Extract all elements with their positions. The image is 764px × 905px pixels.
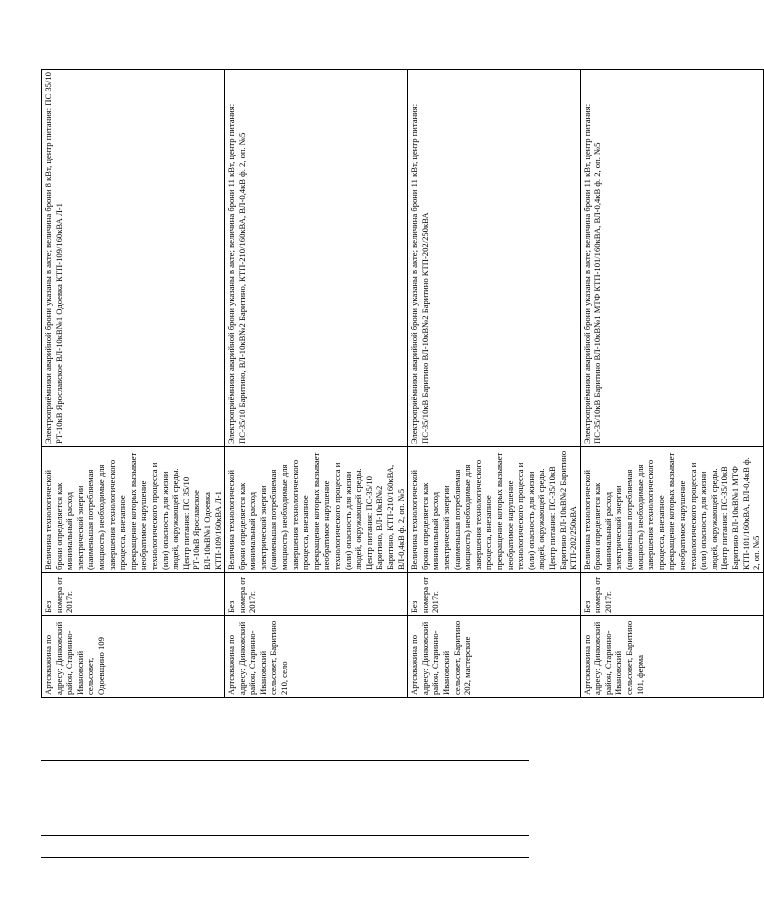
act-number-cell: Без номера от 2017г. bbox=[580, 573, 763, 616]
object-cell: Артскважина по адресу: Динковский район, Старинно-Ивановский сельсовет, Баритино 210, село bbox=[225, 616, 408, 698]
table-row bbox=[408, 70, 581, 698]
separator-line bbox=[41, 857, 529, 858]
separator-line bbox=[41, 760, 529, 761]
object-cell: Артскважина по адресу: Динковский район, Старинно-Ивановский сельсовет, Баритино 101, ферма bbox=[580, 616, 763, 698]
technological-reserve-cell: Величина технологической брони определяется как минимальный расход электрической энергии (наименьшая потребляемая мощность) необходимые для завершения технологического процесса, внезапное прекращение которых вызывает необратимое нарушение технологического процесса и (или) опасность для жизни людей, окружающей среды. Центр питания: ПС-35/10 Баритино, ВЛ-10кВ№2 Баритино, КТП-210/160кВА, ВЛ-0,4кВ ф. 2, оп. №5 bbox=[225, 447, 408, 573]
act-number-cell: Без номера от 2017г. bbox=[42, 573, 225, 616]
technological-reserve-cell: Величина технологической брони определяется как минимальный расход электрической энергии (наименьшая потребляемая мощность) необходимые для завершения технологического процесса, внезапное прекращение которых вызывает необратимое нарушение технологического процесса и (или) опасность для жизни людей, окружающей среды. Центр питания: ПС 35/10 РТ-10кВ Ярославское ВЛ-10кВ№1 Одоевка КТП-109/160кВА Л-1 bbox=[42, 447, 225, 573]
reservation-table bbox=[41, 69, 764, 698]
emergency-reserve-cell: Электроприёмники аварийной брони указаны в акте; величина брони 8 кВт, центр питания: ПС 35/10 РТ-10кВ Ярославское ВЛ-10кВ№1 Одоевка КТП-109/160кВА Л-1 bbox=[42, 70, 225, 447]
technological-reserve-cell: Величина технологической брони определяется как минимальный расход электрической энергии (наименьшая потребляемая мощность) необходимые для завершения технологического процесса, внезапное прекращение которых вызывает необратимое нарушение технологического процесса и (или) опасность для жизни людей, окружающей среды. Центр питания: ПС-35/10кВ Баритино ВЛ-10кВ№2 Баритино КТП-202/250кВА bbox=[408, 447, 581, 573]
rotated-table-container bbox=[41, 70, 762, 698]
emergency-reserve-cell: Электроприёмники аварийной брони указаны в акте; величина брони 11 кВт, центр питания: ПС-35/10кВ Баритино ВЛ-10кВ№2 Баритино КТП-202/250кВА bbox=[408, 70, 581, 447]
emergency-reserve-cell: Электроприёмники аварийной брони указаны в акте; величина брони 11 кВт, центр питания: ПС-35/10кВ Баритино ВЛ-10кВ№1 МТФ КТП-101/160кВА, ВЛ-0,4кВ ф. 2, оп. №5 bbox=[580, 70, 763, 447]
object-cell: Артскважина по адресу: Динковский район, Старинно-Ивановский сельсовет, Баритино 202, мастерские bbox=[408, 616, 581, 698]
act-number-cell: Без номера от 2017г. bbox=[225, 573, 408, 616]
table-row bbox=[580, 70, 763, 698]
emergency-reserve-cell: Электроприёмники аварийной брони указаны в акте; величина брони 11 кВт, центр питания: ПС-35/10 Баритино, ВЛ-10кВ№2 Баритино, КТП-210/160кВА, ВЛ-0,4кВ ф. 2, оп. №5 bbox=[225, 70, 408, 447]
separator-line bbox=[41, 835, 529, 836]
object-cell: Артскважина по адресу: Динковский район, Старинно-Ивановский сельсовет, Одоевщино 109 bbox=[42, 616, 225, 698]
technological-reserve-cell: Величина технологической брони определяется как минимальный расход электрической энергии (наименьшая потребляемая мощность) необходимые для завершения технологического процесса, внезапное прекращение которых вызывает необратимое нарушение технологического процесса и (или) опасность для жизни людей, окружающей среды. Центр питания: ПС-35/10кВ Баритино ВЛ-10кВ№1 МТФ КТП-101/160кВА, ВЛ-0,4кВ ф. 2, оп. №5 bbox=[580, 447, 763, 573]
table-row bbox=[42, 70, 225, 698]
table-row bbox=[225, 70, 408, 698]
act-number-cell: Без номера от 2017г. bbox=[408, 573, 581, 616]
